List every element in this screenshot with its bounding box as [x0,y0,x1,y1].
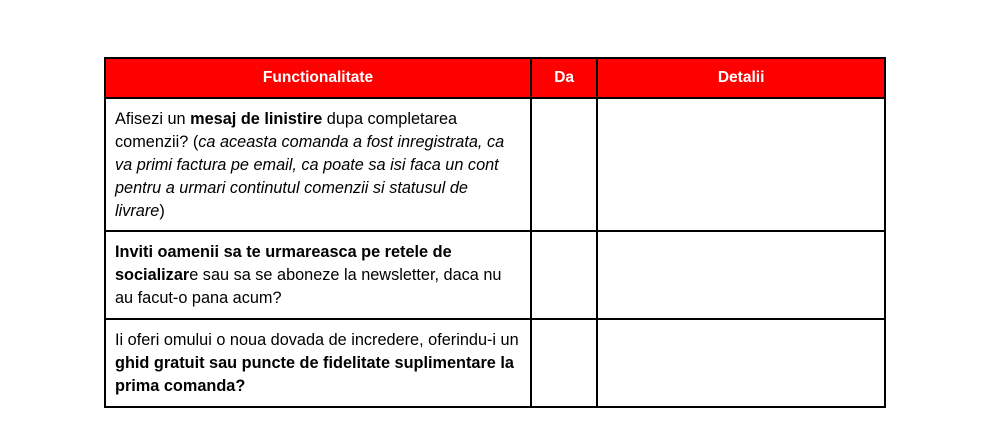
functionalitate-cell [105,319,531,407]
header-detalii: Detalii [597,58,885,98]
table-row [105,319,885,407]
da-cell[interactable] [531,231,597,319]
header-row [105,58,885,98]
text-segment: Afisezi un [115,110,191,128]
text-segment: Ii oferi omului o noua dovada de incredere, oferindu-i un [115,331,519,349]
table-row [105,98,885,231]
functionalitate-cell [105,231,531,319]
da-cell[interactable] [531,98,597,231]
text-segment-bold: Inviti oamenii sa te urmareasca pe retele de socializar [115,243,452,284]
detalii-cell[interactable] [597,319,885,407]
text-segment: ) [159,202,165,220]
text-segment-italic: ca aceasta comanda a fost inregistrata, ca va primi factura pe email, ca poate sa isi faca un cont pentru a urmari continutul comenzii si statusul de livrare [115,133,505,220]
text-segment-bold: mesaj de linistire [190,110,323,128]
text-segment-bold: ghid gratuit sau puncte de fidelitate suplimentare la prima comanda? [115,354,514,395]
text-segment: e sau sa se aboneze la newsletter, daca nu au facut-o pana acum? [115,266,502,307]
functionalitate-cell [105,98,531,231]
detalii-cell[interactable] [597,98,885,231]
table-row [105,231,885,319]
text-segment: dupa completarea comenzii? ( [115,110,458,151]
header-da: Da [531,58,597,98]
da-cell[interactable] [531,319,597,407]
header-functionalitate: Functionalitate [105,58,531,98]
checklist-table [104,57,886,408]
detalii-cell[interactable] [597,231,885,319]
